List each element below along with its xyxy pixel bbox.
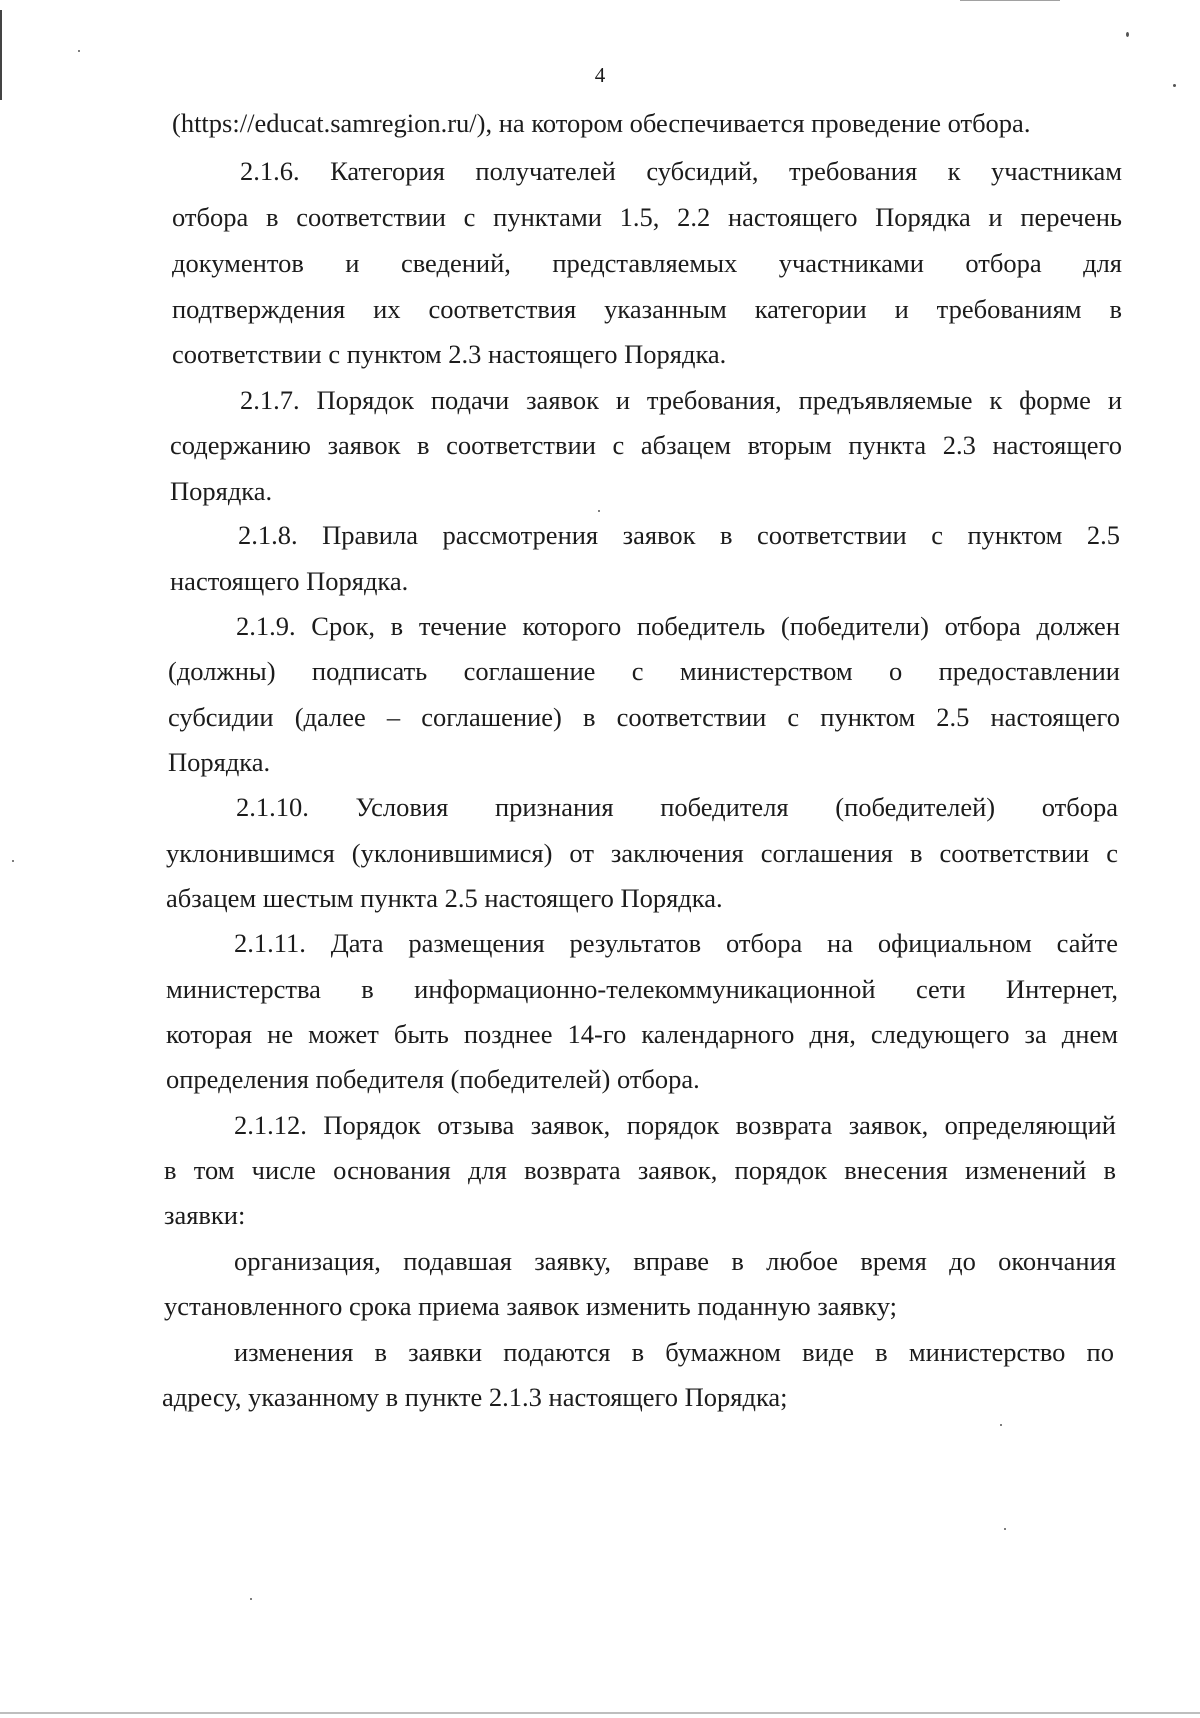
text-line: подтверждения их соответствия указанным категории и требованиям в <box>172 294 1122 324</box>
text-line: соответствии с пунктом 2.3 настоящего Порядка. <box>172 339 727 369</box>
scan-edge-mark <box>0 10 2 100</box>
text-line: абзацем шестым пункта 2.5 настоящего Порядка. <box>166 883 723 913</box>
text-line: 2.1.9. Срок, в течение которого победитель (победители) отбора должен <box>236 611 1120 641</box>
text-line: заявки: <box>164 1200 246 1230</box>
text-line: 2.1.12. Порядок отзыва заявок, порядок возврата заявок, определяющий <box>234 1110 1116 1140</box>
scan-speck <box>12 860 14 862</box>
scan-edge-mark <box>960 0 1060 1</box>
text-line: содержанию заявок в соответствии с абзацем вторым пункта 2.3 настоящего <box>170 430 1122 460</box>
text-line: Порядка. <box>168 747 271 777</box>
scan-speck <box>1173 84 1176 87</box>
text-line: изменения в заявки подаются в бумажном виде в министерство по <box>234 1337 1114 1367</box>
text-line: министерства в информационно-телекоммуникационной сети Интернет, <box>166 974 1118 1004</box>
scan-speck <box>1004 1528 1006 1530</box>
text-line: 2.1.7. Порядок подачи заявок и требования, предъявляемые к форме и <box>240 385 1122 415</box>
text-line: субсидии (далее – соглашение) в соответствии с пунктом 2.5 настоящего <box>168 702 1120 732</box>
scan-edge-mark <box>0 1712 1200 1714</box>
scan-speck <box>598 510 600 512</box>
scan-speck <box>78 50 80 52</box>
text-line: Порядка. <box>170 476 273 506</box>
scan-speck <box>1126 32 1129 37</box>
text-line: которая не может быть позднее 14-го календарного дня, следующего за днем <box>166 1019 1118 1049</box>
page-number: 4 <box>594 63 606 87</box>
text-line: организация, подавшая заявку, вправе в любое время до окончания <box>234 1246 1116 1276</box>
text-line: 2.1.10. Условия признания победителя (победителей) отбора <box>236 792 1118 822</box>
text-line: определения победителя (победителей) отбора. <box>166 1064 700 1094</box>
text-line: (https://educat.samregion.ru/), на котором обеспечивается проведение отбора. <box>172 108 1031 138</box>
text-line: в том числе основания для возврата заявок, порядок внесения изменений в <box>164 1155 1116 1185</box>
text-line: 2.1.11. Дата размещения результатов отбора на официальном сайте <box>234 928 1118 958</box>
text-line: (должны) подписать соглашение с министерством о предоставлении <box>168 656 1120 686</box>
text-line: адресу, указанному в пункте 2.1.3 настоящего Порядка; <box>162 1382 788 1412</box>
scan-speck <box>250 1598 252 1600</box>
text-line: 2.1.6. Категория получателей субсидий, требования к участникам <box>240 156 1122 186</box>
scan-speck <box>1000 1424 1002 1426</box>
text-line: настоящего Порядка. <box>170 566 409 596</box>
text-line: документов и сведений, представляемых участниками отбора для <box>172 248 1122 278</box>
text-line: установленного срока приема заявок изменить поданную заявку; <box>164 1291 898 1321</box>
text-line: отбора в соответствии с пунктами 1.5, 2.2 настоящего Порядка и перечень <box>172 202 1122 232</box>
text-line: 2.1.8. Правила рассмотрения заявок в соответствии с пунктом 2.5 <box>238 520 1120 550</box>
text-line: уклонившимся (уклонившимися) от заключения соглашения в соответствии с <box>166 838 1118 868</box>
